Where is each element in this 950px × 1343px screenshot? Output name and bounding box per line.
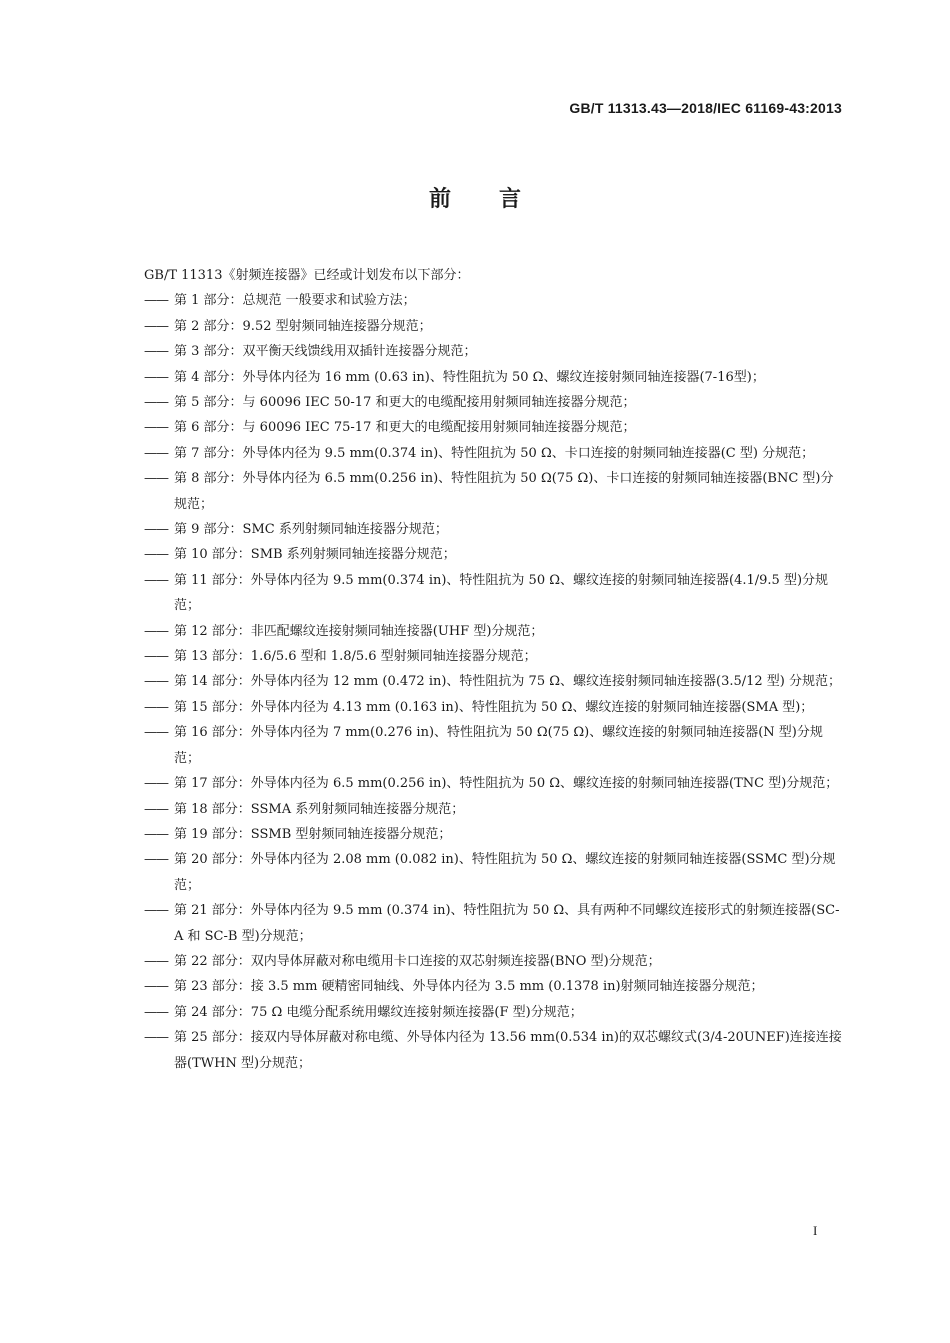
em-dash-marker: —— <box>144 547 168 563</box>
list-item-text: 第 2 部分：9.52 型射频同轴连接器分规范； <box>174 318 432 334</box>
list-item-text: 第 13 部分：1.6/5.6 型和 1.8/5.6 型射频同轴连接器分规范； <box>174 649 537 665</box>
list-item <box>144 568 846 619</box>
list-item <box>144 415 846 440</box>
em-dash-marker: —— <box>144 979 168 995</box>
list-item <box>144 1025 846 1076</box>
em-dash-marker: —— <box>144 318 168 334</box>
list-item <box>144 314 846 339</box>
list-item-text: 第 6 部分：与 60096 IEC 75-17 和更大的电缆配接用射频同轴连接器分规范； <box>174 420 636 436</box>
em-dash-marker: —— <box>144 699 168 715</box>
list-item <box>144 669 846 694</box>
list-item <box>144 797 846 822</box>
em-dash-marker: —— <box>144 420 168 436</box>
em-dash-marker: —— <box>144 1030 168 1046</box>
list-item-text: 第 5 部分：与 60096 IEC 50-17 和更大的电缆配接用射频同轴连接器分规范； <box>174 395 636 411</box>
list-item-text: 第 25 部分：接双内导体屏蔽对称电缆、外导体内径为 13.56 mm(0.534 in)的双芯螺纹式(3/4-20UNEF)连接连接器(TWHN 型)分规范； <box>174 1030 842 1071</box>
em-dash-marker: —— <box>144 344 168 360</box>
em-dash-marker: —— <box>144 674 168 690</box>
list-item <box>144 441 846 466</box>
list-item <box>144 1000 846 1025</box>
parts-list <box>144 288 846 1076</box>
list-item <box>144 619 846 644</box>
intro-paragraph: GB/T 11313《射频连接器》已经或计划发布以下部分： <box>144 268 470 283</box>
list-item-text: 第 8 部分：外导体内径为 6.5 mm(0.256 in)、特性阻抗为 50 Ω(75 Ω)、卡口连接的射频同轴连接器(BNC 型)分规范； <box>174 471 834 512</box>
list-item <box>144 644 846 669</box>
list-item <box>144 695 846 720</box>
list-item-text: 第 19 部分：SSMB 型射频同轴连接器分规范； <box>174 826 452 842</box>
em-dash-marker: —— <box>144 522 168 538</box>
em-dash-marker: —— <box>144 293 168 309</box>
list-item-text: 第 17 部分：外导体内径为 6.5 mm(0.256 in)、特性阻抗为 50 Ω、螺纹连接的射频同轴连接器(TNC 型)分规范； <box>174 776 839 792</box>
list-item-text: 第 24 部分：75 Ω 电缆分配系统用螺纹连接射频连接器(F 型)分规范； <box>174 1004 583 1020</box>
list-item-text: 第 3 部分：双平衡天线馈线用双插针连接器分规范； <box>174 344 477 360</box>
list-item-text: 第 10 部分：SMB 系列射频同轴连接器分规范； <box>174 547 456 563</box>
list-item-text: 第 16 部分：外导体内径为 7 mm(0.276 in)、特性阻抗为 50 Ω(75 Ω)、螺纹连接的射频同轴连接器(N 型)分规范； <box>174 725 823 766</box>
list-item-text: 第 20 部分：外导体内径为 2.08 mm (0.082 in)、特性阻抗为 50 Ω、螺纹连接的射频同轴连接器(SSMC 型)分规范； <box>174 852 836 893</box>
list-item <box>144 949 846 974</box>
em-dash-marker: —— <box>144 953 168 969</box>
list-item <box>144 898 846 949</box>
list-item <box>144 390 846 415</box>
page-title: 前言 <box>428 187 569 212</box>
em-dash-marker: —— <box>144 471 168 487</box>
em-dash-marker: —— <box>144 826 168 842</box>
list-item-text: 第 11 部分：外导体内径为 9.5 mm(0.374 in)、特性阻抗为 50 Ω、螺纹连接的射频同轴连接器(4.1/9.5 型)分规范； <box>174 572 829 614</box>
em-dash-marker: —— <box>144 852 168 868</box>
list-item-text: 第 9 部分：SMC 系列射频同轴连接器分规范； <box>174 522 448 538</box>
em-dash-marker: —— <box>144 1004 168 1020</box>
list-item <box>144 771 846 796</box>
list-item-text: 第 1 部分：总规范 一般要求和试验方法； <box>174 293 416 309</box>
list-item-text: 第 12 部分：非匹配螺纹连接射频同轴连接器(UHF 型)分规范； <box>174 623 544 639</box>
list-item <box>144 974 846 999</box>
list-item-text: 第 15 部分：外导体内径为 4.13 mm (0.163 in)、特性阻抗为 50 Ω、螺纹连接的射频同轴连接器(SMA 型)； <box>174 699 814 715</box>
list-item <box>144 847 846 898</box>
list-item-text: 第 7 部分：外导体内径为 9.5 mm(0.374 in)、特性阻抗为 50 Ω、卡口连接的射频同轴连接器(C 型) 分规范； <box>174 445 815 461</box>
list-item <box>144 288 846 313</box>
list-item-text: 第 21 部分：外导体内径为 9.5 mm (0.374 in)、特性阻抗为 50 Ω、具有两种不同螺纹连接形式的射频连接器(SC-A 和 SC-B 型)分规范； <box>174 903 840 944</box>
list-item <box>144 466 846 517</box>
list-item <box>144 339 846 364</box>
list-item-text: 第 4 部分：外导体内径为 16 mm (0.63 in)、特性阻抗为 50 Ω、螺纹连接射频同轴连接器(7-16型)； <box>174 369 765 385</box>
standard-code-header: GB/T 11313.43—2018/IEC 61169-43:2013 <box>569 100 842 116</box>
list-item <box>144 822 846 847</box>
list-item-text: 第 18 部分：SSMA 系列射频同轴连接器分规范； <box>174 801 465 817</box>
em-dash-marker: —— <box>144 395 168 411</box>
em-dash-marker: —— <box>144 572 168 588</box>
em-dash-marker: —— <box>144 725 168 741</box>
em-dash-marker: —— <box>144 649 168 665</box>
em-dash-marker: —— <box>144 801 168 817</box>
list-item <box>144 365 846 390</box>
list-item <box>144 517 846 542</box>
em-dash-marker: —— <box>144 776 168 792</box>
list-item <box>144 542 846 567</box>
em-dash-marker: —— <box>144 369 168 385</box>
em-dash-marker: —— <box>144 445 168 461</box>
list-item-text: 第 23 部分：接 3.5 mm 硬精密同轴线、外导体内径为 3.5 mm (0.1378 in)射频同轴连接器分规范； <box>174 979 764 995</box>
list-item <box>144 720 846 771</box>
em-dash-marker: —— <box>144 903 168 919</box>
list-item-text: 第 14 部分：外导体内径为 12 mm (0.472 in)、特性阻抗为 75 Ω、螺纹连接射频同轴连接器(3.5/12 型) 分规范； <box>174 674 842 690</box>
em-dash-marker: —— <box>144 623 168 639</box>
page-number: I <box>813 1223 818 1238</box>
list-item-text: 第 22 部分：双内导体屏蔽对称电缆用卡口连接的双芯射频连接器(BNO 型)分规范； <box>174 953 661 969</box>
